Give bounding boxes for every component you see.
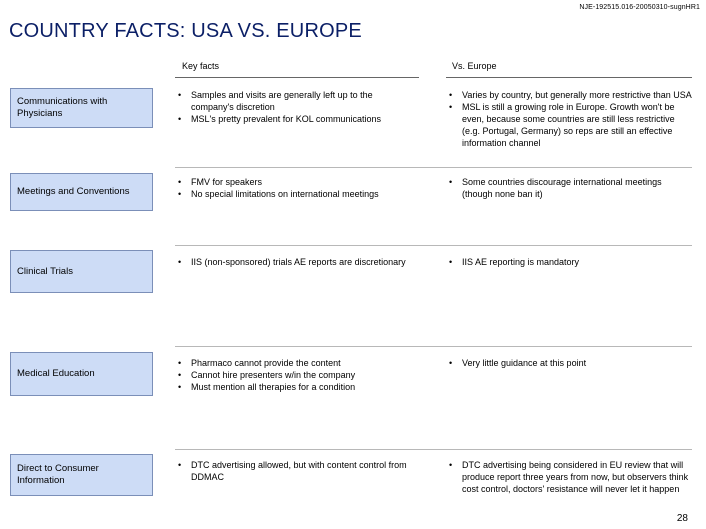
row-label-direct-to-consumer: Direct to Consumer Information	[10, 454, 153, 496]
vs-europe-meetings	[446, 176, 692, 200]
vs-europe-communications	[446, 89, 692, 149]
header-rule-vs-europe	[446, 77, 692, 78]
vs-europe-direct-to-consumer	[446, 459, 692, 495]
row-label-medical-education: Medical Education	[10, 352, 153, 396]
bullet-item: • Cannot hire presenters w/in the company	[175, 369, 415, 381]
bullet-item: • DTC advertising being considered in EU review that will produce report three years from now, but observers think cost control, doctors' resistance will never let it happen	[446, 459, 692, 495]
row-divider	[175, 449, 692, 450]
document-id: NJE-192515.016-20050310-sugnHR1	[579, 4, 700, 11]
page-title: COUNTRY FACTS: USA VS. EUROPE	[9, 20, 362, 42]
key-facts-medical-education	[175, 357, 415, 393]
row-label-clinical-trials: Clinical Trials	[10, 250, 153, 293]
row-divider	[175, 346, 692, 347]
bullet-item: • DTC advertising allowed, but with content control from DDMAC	[175, 459, 415, 483]
bullet-item: • No special limitations on international meetings	[175, 188, 415, 200]
bullet-item: • Samples and visits are generally left up to the company's discretion	[175, 89, 415, 113]
page-number: 28	[676, 513, 688, 524]
key-facts-clinical-trials	[175, 256, 415, 268]
header-rule-key-facts	[175, 77, 419, 78]
bullet-item: • Very little guidance at this point	[446, 357, 692, 369]
bullet-item: • Pharmaco cannot provide the content	[175, 357, 415, 369]
bullet-item: • IIS (non-sponsored) trials AE reports are discretionary	[175, 256, 415, 268]
key-facts-communications	[175, 89, 415, 125]
bullet-item: • MSL's pretty prevalent for KOL communications	[175, 113, 415, 125]
bullet-item: • Some countries discourage international meetings (though none ban it)	[446, 176, 692, 200]
bullet-item: • Must mention all therapies for a condition	[175, 381, 415, 393]
key-facts-meetings	[175, 176, 415, 200]
row-label-communications: Communications with Physicians	[10, 88, 153, 128]
key-facts-direct-to-consumer	[175, 459, 415, 483]
vs-europe-medical-education	[446, 357, 692, 369]
column-header-key-facts: Key facts	[182, 61, 220, 71]
row-divider	[175, 167, 692, 168]
bullet-item: • FMV for speakers	[175, 176, 415, 188]
bullet-item: • Varies by country, but generally more restrictive than USA	[446, 89, 692, 101]
column-header-vs-europe: Vs. Europe	[452, 61, 497, 71]
bullet-item: • IIS AE reporting is mandatory	[446, 256, 692, 268]
row-divider	[175, 245, 692, 246]
row-label-meetings: Meetings and Conventions	[10, 173, 153, 211]
bullet-item: • MSL is still a growing role in Europe. Growth won't be even, because some countries are still less restrictive (e.g. Portugal, Germany) so reps are still an effective information channel	[446, 101, 692, 149]
vs-europe-clinical-trials	[446, 256, 692, 268]
